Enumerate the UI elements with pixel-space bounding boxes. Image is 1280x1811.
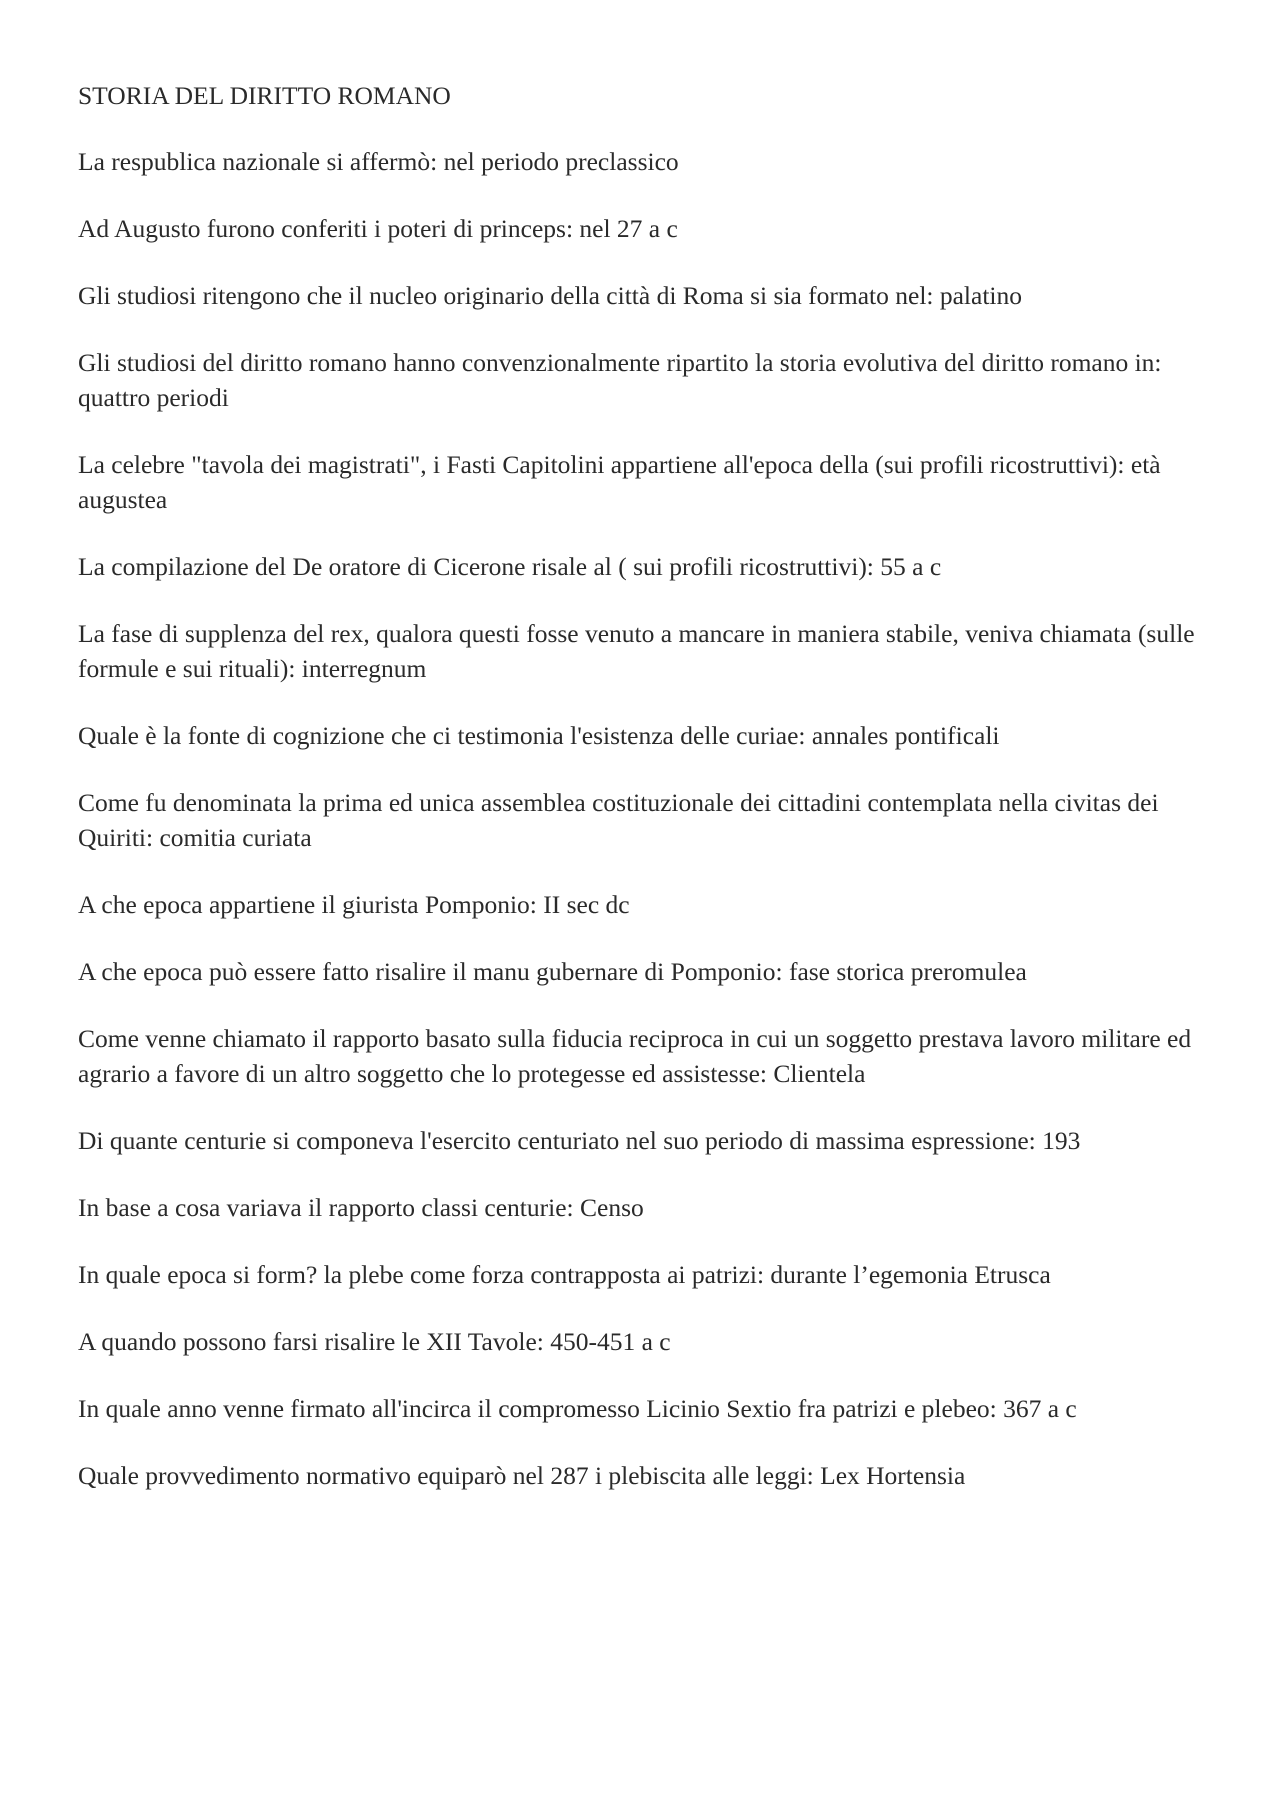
- question-answer-item: In quale anno venne firmato all'incirca il compromesso Licinio Sextio fra patrizi e plebeo: 367 a c: [78, 1394, 1077, 1423]
- question-answer-item: Come fu denominata la prima ed unica assemblea costituzionale dei cittadini contemplata nella civitas dei Quiriti: comitia curiata: [78, 788, 1159, 852]
- question-answer-item: In base a cosa variava il rapporto classi centurie: Censo: [78, 1193, 644, 1222]
- question-answer-item: Gli studiosi ritengono che il nucleo originario della città di Roma si sia formato nel: palatino: [78, 281, 1022, 310]
- question-answer-item: A quando possono farsi risalire le XII Tavole: 450-451 a c: [78, 1327, 671, 1356]
- question-answer-item: La celebre "tavola dei magistrati", i Fasti Capitolini appartiene all'epoca della (sui profili ricostruttivi): età augustea: [78, 450, 1161, 514]
- question-answer-item: Come venne chiamato il rapporto basato sulla fiducia reciproca in cui un soggetto prestava lavoro militare ed agrario a favore di un altro soggetto che lo protegesse ed assistesse: Clientela: [78, 1024, 1192, 1088]
- question-answer-item: La respublica nazionale si affermò: nel periodo preclassico: [78, 147, 679, 176]
- question-answer-item: Di quante centurie si componeva l'esercito centuriato nel suo periodo di massima espressione: 193: [78, 1126, 1081, 1155]
- question-answer-item: Gli studiosi del diritto romano hanno convenzionalmente ripartito la storia evolutiva del diritto romano in: quattro periodi: [78, 348, 1162, 412]
- question-answer-item: A che epoca può essere fatto risalire il manu gubernare di Pomponio: fase storica preromulea: [78, 957, 1027, 986]
- question-answer-item: La fase di supplenza del rex, qualora questi fosse venuto a mancare in maniera stabile, veniva chiamata (sulle formule e sui rituali): interregnum: [78, 619, 1195, 683]
- question-answer-item: A che epoca appartiene il giurista Pomponio: II sec dc: [78, 890, 630, 919]
- question-answer-item: Quale è la fonte di cognizione che ci testimonia l'esistenza delle curiae: annales pontificali: [78, 721, 1000, 750]
- question-answer-item: Quale provvedimento normativo equiparò nel 287 i plebiscita alle leggi: Lex Hortensia: [78, 1461, 966, 1490]
- question-answer-item: Ad Augusto furono conferiti i poteri di princeps: nel 27 a c: [78, 214, 678, 243]
- question-answer-item: La compilazione del De oratore di Cicerone risale al ( sui profili ricostruttivi): 55 a c: [78, 552, 942, 581]
- document-title: STORIA DEL DIRITTO ROMANO: [78, 81, 451, 110]
- question-answer-item: In quale epoca si form? la plebe come forza contrapposta ai patrizi: durante l’egemonia Etrusca: [78, 1260, 1051, 1289]
